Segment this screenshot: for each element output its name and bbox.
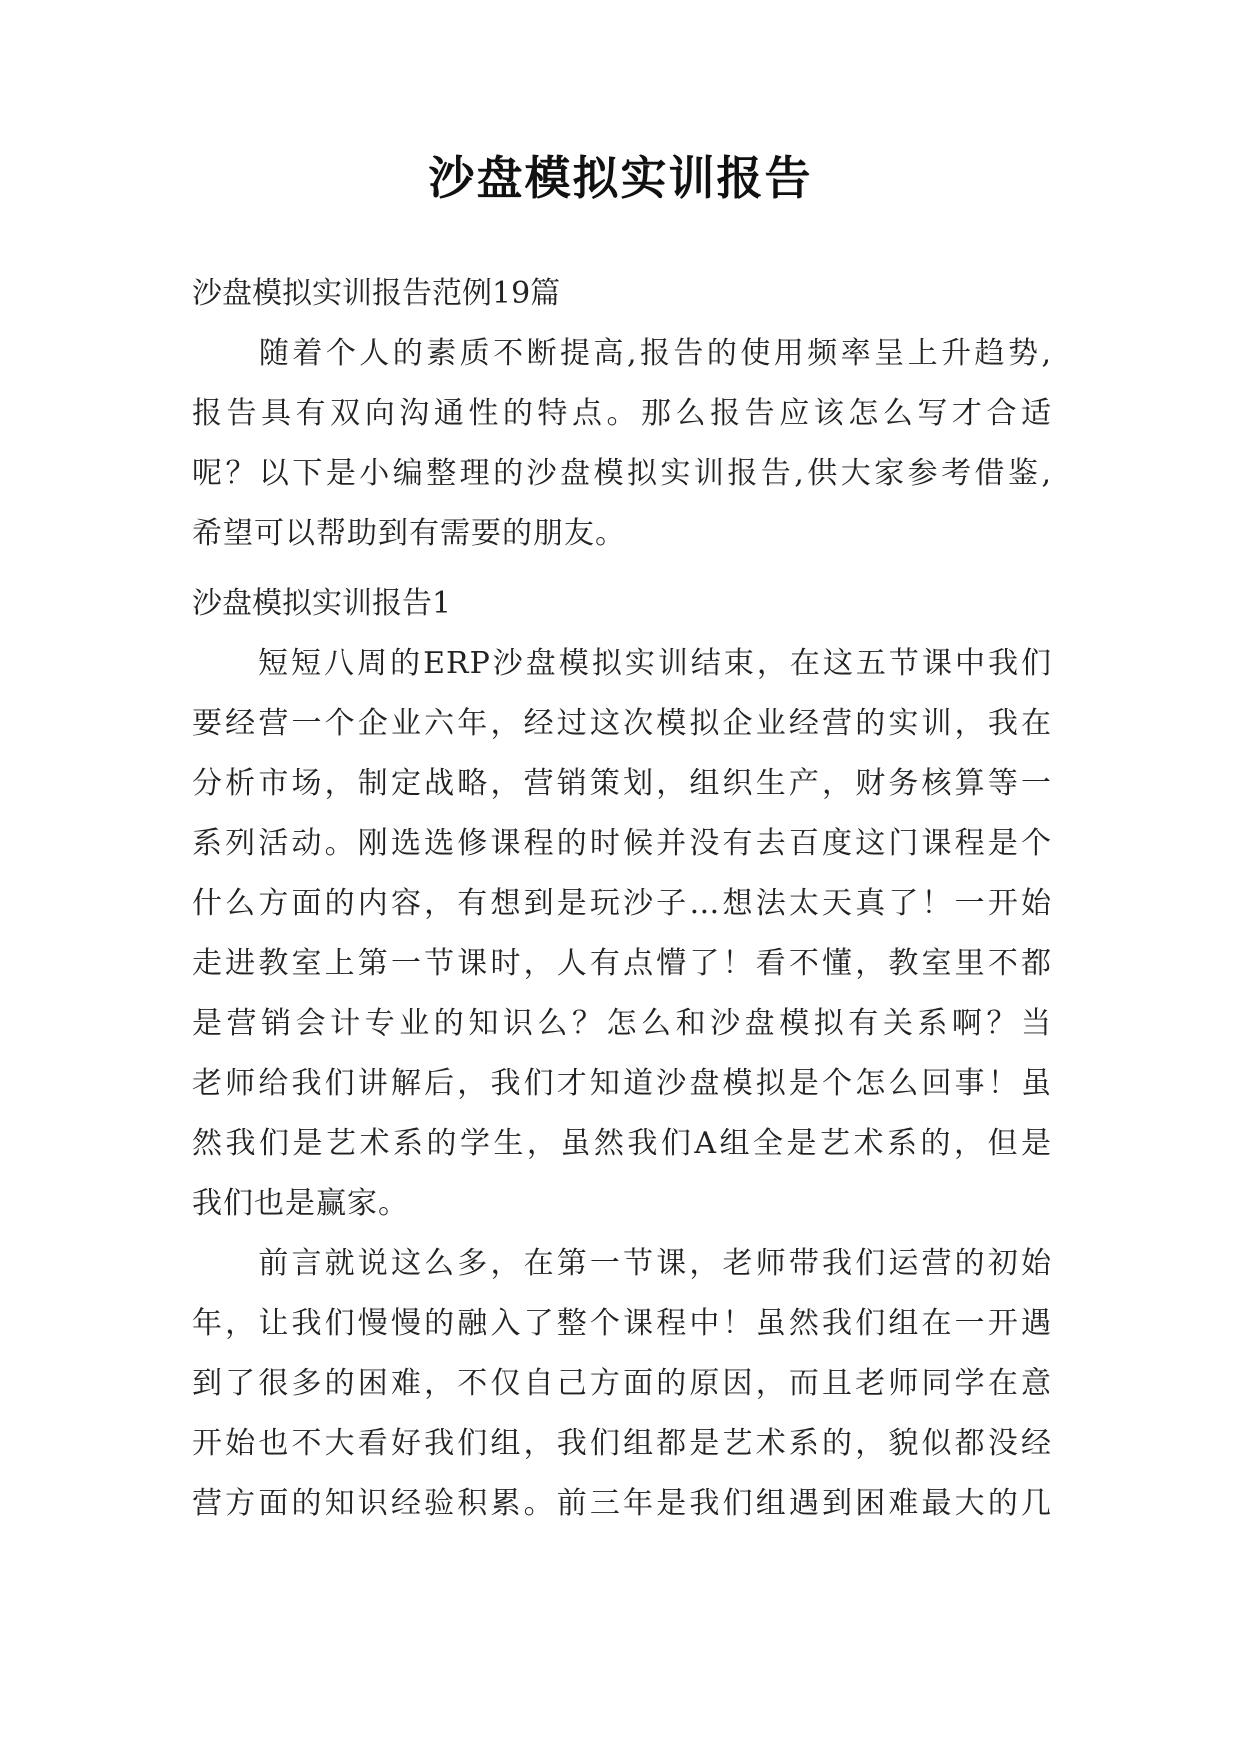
paragraph-line: 开始也不大看好我们组，我们组都是艺术系的，貌似都没经 (192, 1426, 1052, 1461)
intro-paragraph (192, 324, 1052, 564)
document-subtitle: 沙盘模拟实训报告范例19篇 (192, 276, 561, 311)
paragraph-line: 分析市场，制定战略，营销策划，组织生产，财务核算等一 (192, 766, 1052, 801)
paragraph-line: 然我们是艺术系的学生，虽然我们A组全是艺术系的，但是 (192, 1126, 1052, 1161)
paragraph-line: 要经营一个企业六年，经过这次模拟企业经营的实训，我在 (192, 706, 1052, 741)
paragraph-line: 到了很多的困难，不仅自己方面的原因，而且老师同学在意 (192, 1366, 1052, 1401)
section1-paragraph-2 (192, 1234, 1052, 1534)
paragraph-line: 走进教室上第一节课时，人有点懵了！看不懂，教室里不都 (192, 946, 1052, 981)
intro-line: 呢？以下是小编整理的沙盘模拟实训报告,供大家参考借鉴, (192, 456, 1052, 491)
section1-paragraph-1 (192, 634, 1052, 1234)
intro-line: 报告具有双向沟通性的特点。那么报告应该怎么写才合适 (192, 396, 1052, 431)
paragraph-line: 什么方面的内容，有想到是玩沙子…想法太天真了！一开始 (192, 886, 1052, 921)
paragraph-line: 营方面的知识经验积累。前三年是我们组遇到困难最大的几 (192, 1486, 1052, 1521)
intro-line: 随着个人的素质不断提高,报告的使用频率呈上升趋势, (192, 336, 1052, 371)
section-heading: 沙盘模拟实训报告1 (192, 586, 452, 621)
paragraph-line: 是营销会计专业的知识么？怎么和沙盘模拟有关系啊？当 (192, 1006, 1052, 1041)
paragraph-line: 系列活动。刚选选修课程的时候并没有去百度这门课程是个 (192, 826, 1052, 861)
paragraph-line: 前言就说这么多，在第一节课，老师带我们运营的初始 (192, 1246, 1052, 1281)
paragraph-line: 我们也是赢家。 (192, 1186, 409, 1221)
paragraph-line: 短短八周的ERP沙盘模拟实训结束，在这五节课中我们 (192, 646, 1052, 681)
document-title: 沙盘模拟实训报告 (428, 151, 813, 205)
document-subtitle-block (192, 264, 1052, 324)
paragraph-line: 老师给我们讲解后，我们才知道沙盘模拟是个怎么回事！虽 (192, 1066, 1052, 1101)
intro-line: 希望可以帮助到有需要的朋友。 (192, 516, 626, 551)
section1-heading-block (192, 574, 1052, 634)
paragraph-line: 年，让我们慢慢的融入了整个课程中！虽然我们组在一开遇 (192, 1306, 1052, 1341)
